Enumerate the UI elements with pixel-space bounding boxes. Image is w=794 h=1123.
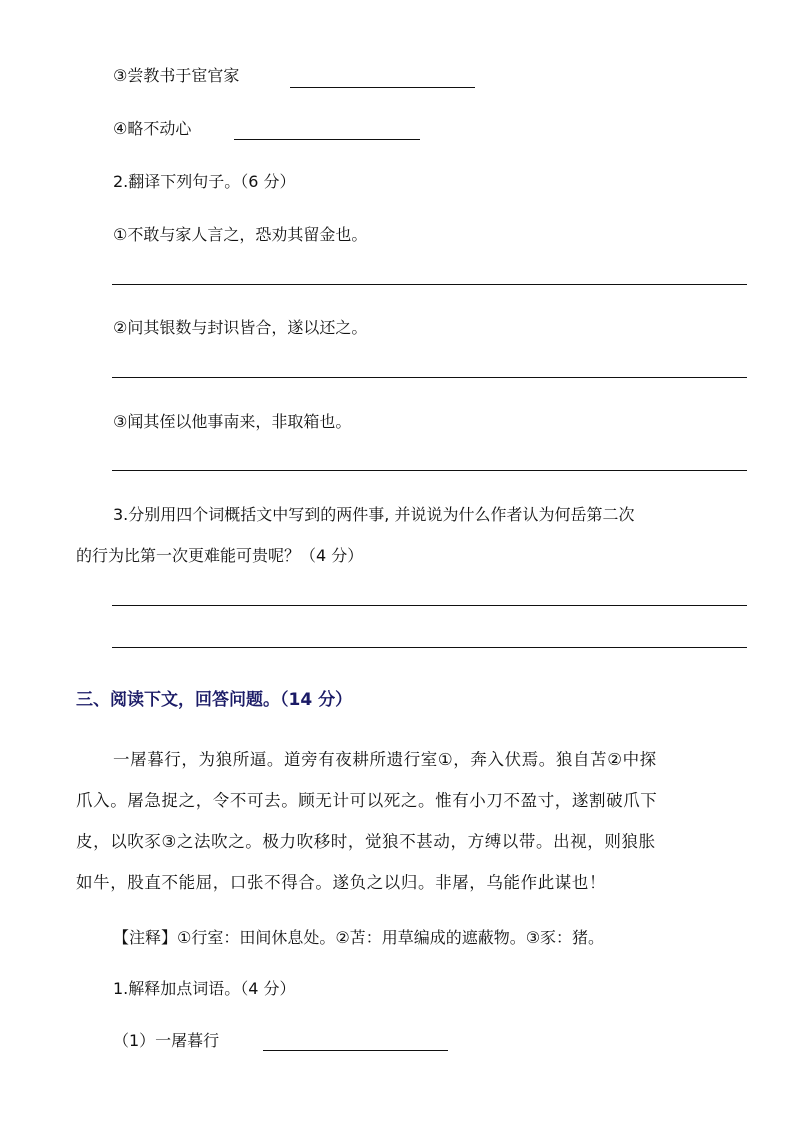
question-2-title: 2.翻译下列句子。（6 分） [113,172,296,191]
q3-answer-line-2[interactable] [112,647,747,648]
passage-line-4: 如牛，股直不能屈，口张不得合。遂负之以归。非屠，乌能作此谋也！ [76,873,607,892]
section-3-question-1-item-1-blank[interactable] [263,1050,448,1051]
vocab-item-4-blank[interactable] [234,139,420,140]
section-3-question-1-item-1: （1）一屠暮行 [113,1031,220,1050]
q3-answer-line-1[interactable] [112,605,747,606]
q2-sentence-1: ①不敢与家人言之，恐劝其留金也。 [113,225,368,244]
q2-sentence-3-answer-line[interactable] [112,470,747,471]
section-3-title [76,688,352,712]
section-3-title-text: 三、阅读下文，回答问题。（14 分） [76,690,353,710]
question-3-line-2: 的行为比第一次更难能可贵呢？（4 分） [76,546,364,565]
section-3-question-1-title: 1.解释加点词语。（4 分） [113,979,296,998]
vocab-item-4: ④略不动心 [113,119,192,138]
question-3-line-1: 3.分别用四个词概括文中写到的两件事, 并说说为什么作者认为何岳第二次 [113,505,635,524]
vocab-item-3: ③尝教书于宦官家 [113,66,240,85]
q2-sentence-1-answer-line[interactable] [112,284,747,285]
passage-line-1: 一屠暮行，为狼所逼。道旁有夜耕所遗行室①，奔入伏焉。狼自苫②中探 [113,750,657,769]
passage-line-3: 皮，以吹豕③之法吹之。极力吹移时，觉狼不甚动，方缚以带。出视，则狼胀 [76,832,656,851]
q2-sentence-2-answer-line[interactable] [112,377,747,378]
q2-sentence-2: ②问其银数与封识皆合，遂以还之。 [113,318,368,337]
q2-sentence-3: ③闻其侄以他事南来，非取箱也。 [113,412,352,431]
passage-notes: 【注释】①行室：田间休息处。②苫：用草编成的遮蔽物。③豕：猪。 [113,928,605,947]
vocab-item-3-blank[interactable] [290,87,475,88]
passage-line-2: 爪入。屠急捉之，令不可去。顾无计可以死之。惟有小刀不盈寸，遂割破爪下 [76,791,658,810]
